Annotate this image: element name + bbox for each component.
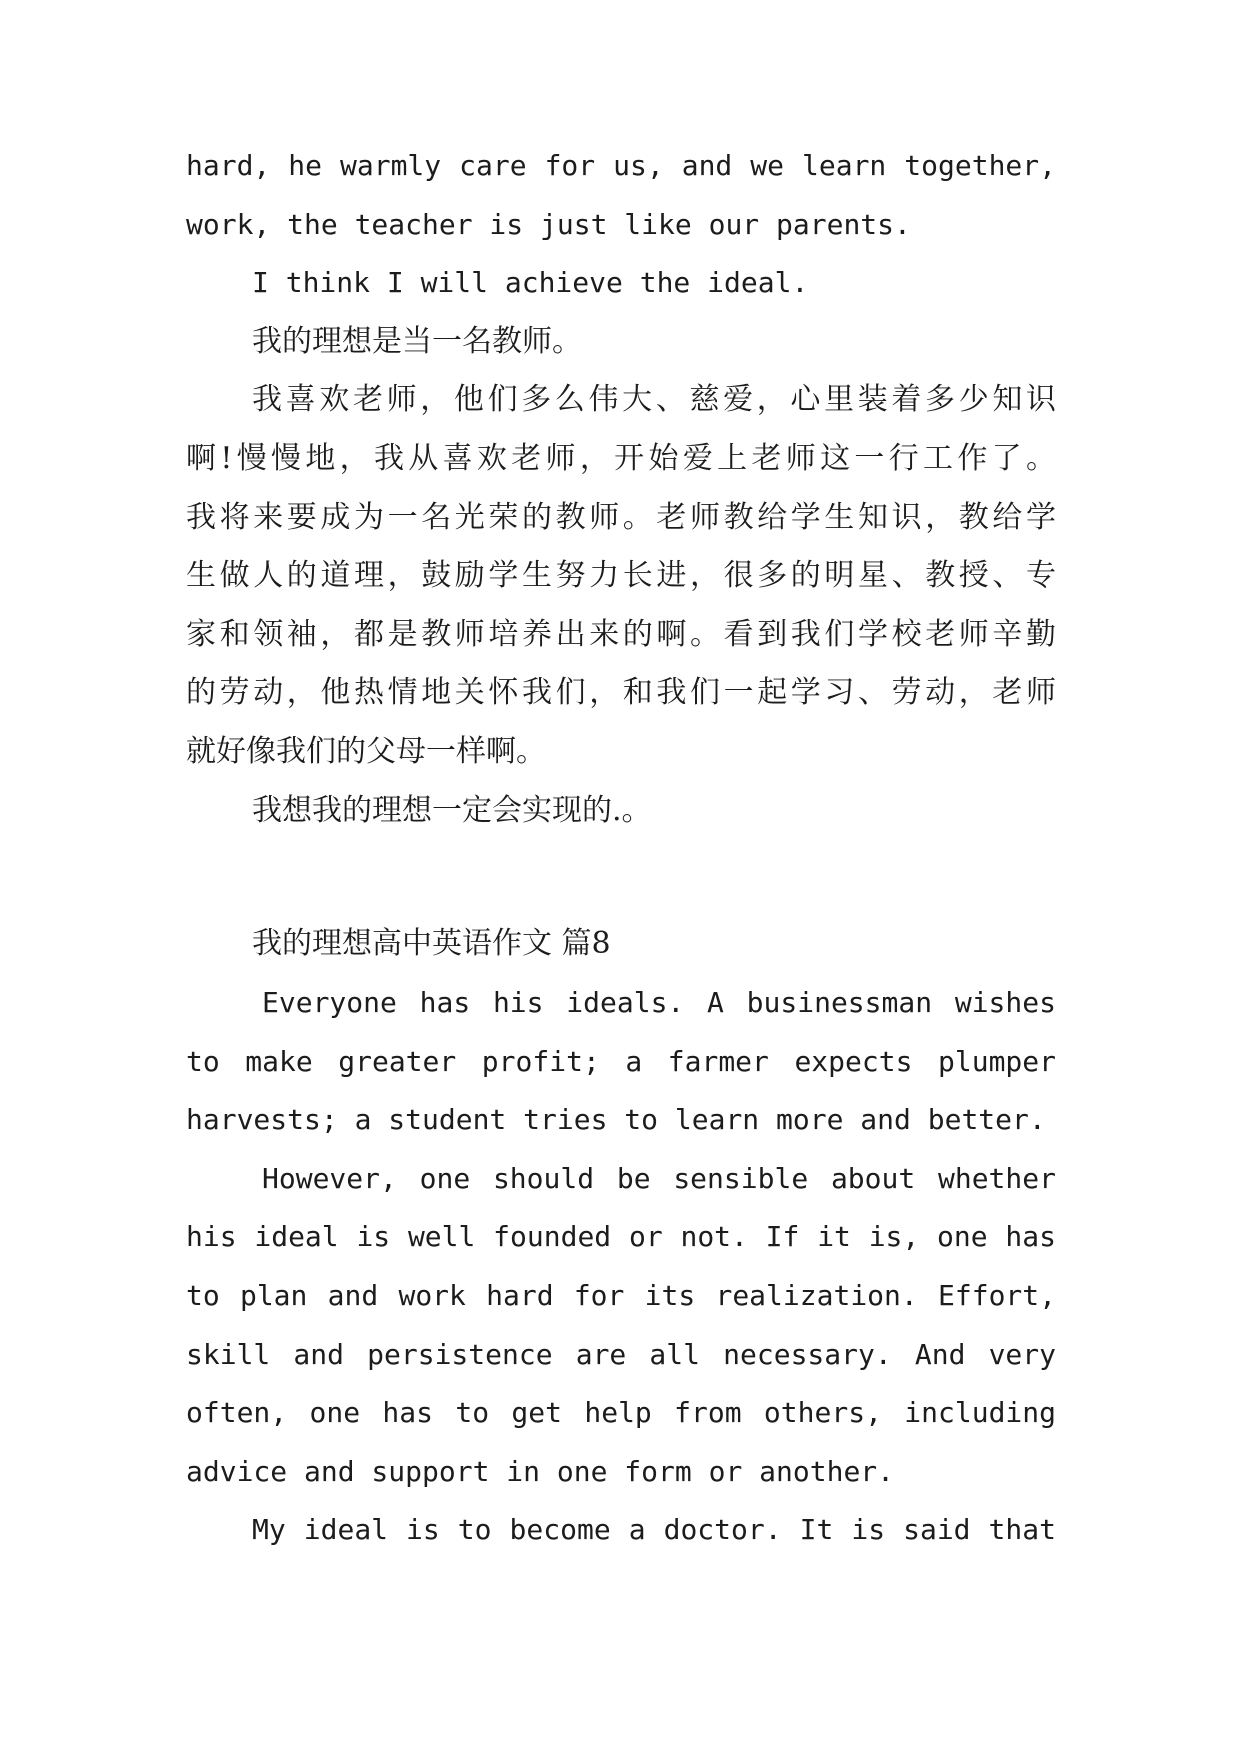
- text-line: his ideal is well founded or not. If it is, one has: [186, 1220, 1056, 1254]
- text-line: to plan and work hard for its realization. Effort,: [186, 1278, 1056, 1312]
- text-line: However, one should be sensible about whether: [262, 1161, 1056, 1195]
- text-line: 啊!慢慢地，我从喜欢老师，开始爱上老师这一行工作了。: [186, 440, 1056, 476]
- text-line: Everyone has his ideals. A businessman wishes: [262, 986, 1056, 1019]
- text-line: hard, he warmly care for us, and we learn together,: [186, 149, 1056, 182]
- text-line: 我想我的理想一定会实现的.。: [252, 792, 652, 828]
- section-title: 我的理想高中英语作文 篇8: [252, 926, 611, 961]
- text-line: work, the teacher is just like our parents.: [186, 207, 911, 241]
- text-line: 就好像我们的父母一样啊。: [186, 733, 546, 769]
- text-line: skill and persistence are all necessary. And very: [186, 1337, 1056, 1371]
- text-line: 我的理想是当一名教师。: [252, 323, 582, 359]
- text-block-2: [186, 974, 1056, 1560]
- text-line: 家和领袖，都是教师培养出来的啊。看到我们学校老师辛勤: [186, 616, 1056, 652]
- text-line: My ideal is to become a doctor. It is said that: [252, 1513, 1056, 1547]
- text-block-1: [186, 137, 1056, 840]
- text-line: 我喜欢老师，他们多么伟大、慈爱，心里装着多少知识: [252, 382, 1056, 418]
- text-line: 我将来要成为一名光荣的教师。老师教给学生知识，教给学: [186, 499, 1056, 535]
- section-heading-block: [186, 915, 1056, 974]
- text-line: 的劳动，他热情地关怀我们，和我们一起学习、劳动，老师: [186, 675, 1056, 711]
- text-line: harvests; a student tries to learn more and better.: [186, 1103, 1046, 1137]
- text-line: I think I will achieve the ideal.: [252, 266, 809, 300]
- text-line: to make greater profit; a farmer expects plumper: [186, 1044, 1056, 1078]
- text-line: often, one has to get help from others, including: [186, 1396, 1056, 1430]
- text-line: advice and support in one form or another.: [186, 1454, 895, 1488]
- text-line: 生做人的道理，鼓励学生努力长进，很多的明星、教授、专: [186, 558, 1056, 594]
